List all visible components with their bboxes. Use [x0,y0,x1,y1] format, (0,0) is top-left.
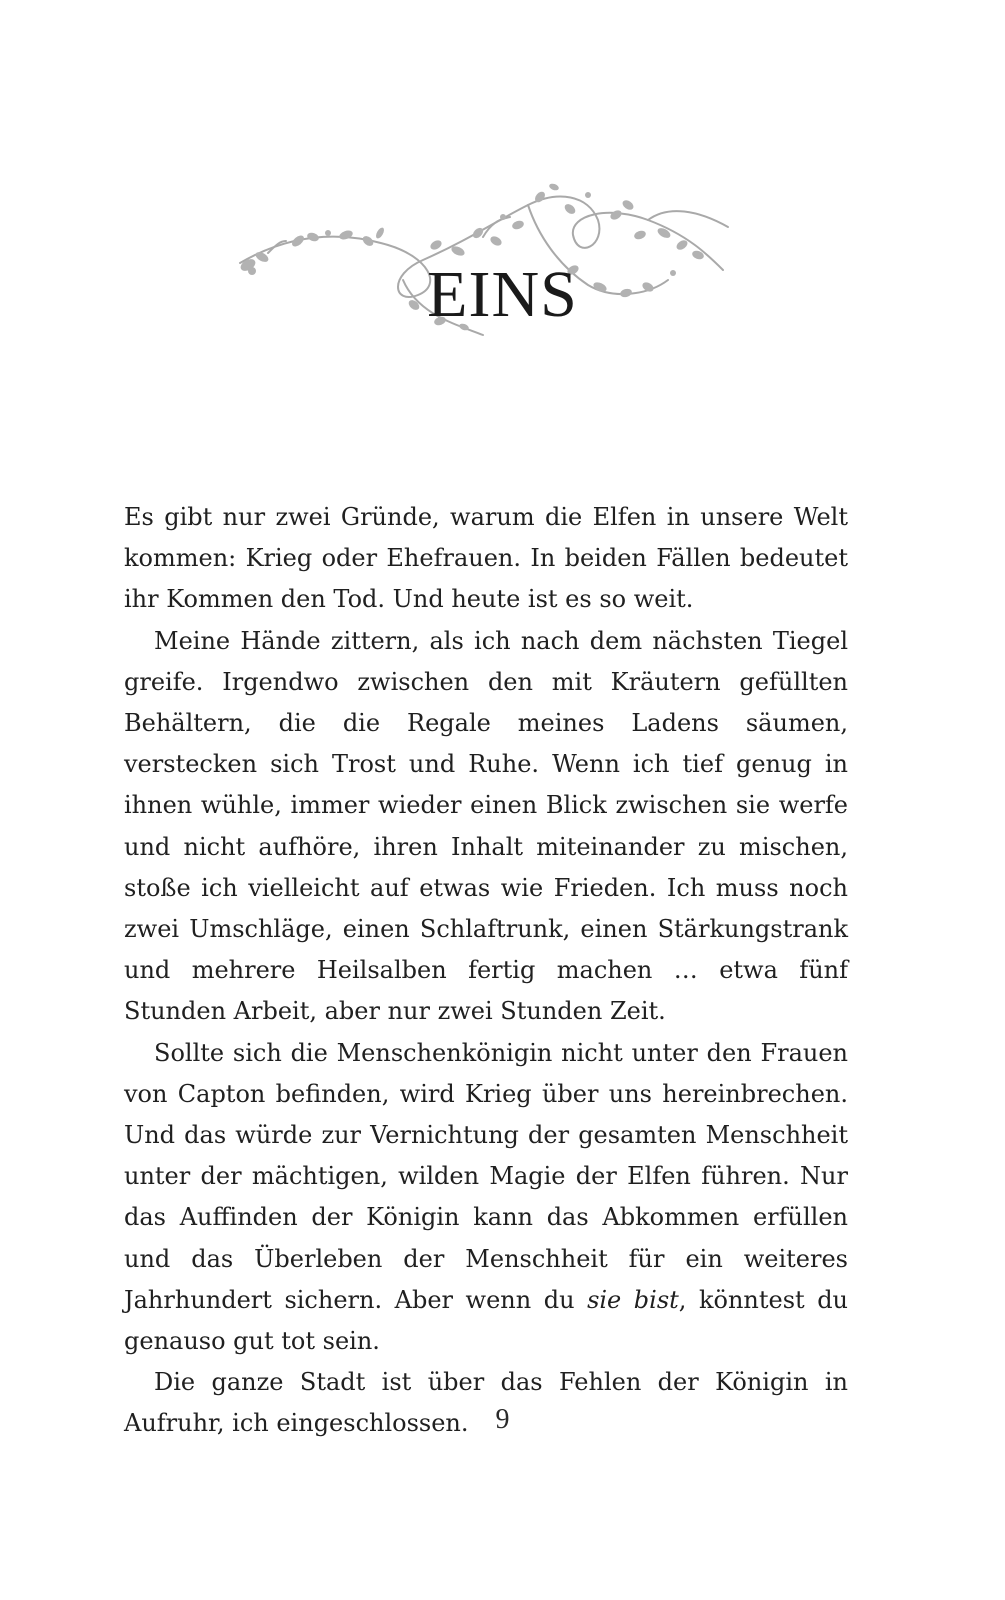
page-number: 9 [495,1404,510,1435]
paragraph-3 [124,1033,848,1363]
paragraph-4: Die ganze Stadt ist über das Fehlen der Königin in Aufruhr, ich eingeschlossen. [124,1368,848,1438]
paragraph-3-emphasis: sie bist [587,1285,679,1314]
paragraph-3-text-before: Sollte sich die Menschenkönigin nicht unter den Frauen von Capton befinden, wird Krieg über uns hereinbrechen. Und das würde zur Vernichtung der gesamten Menschheit unter der mächtigen, wilden Magie der Elfen führen. Nur das Auffinden der Königin kann das Abkommen erfüllen und das Überleben der Menschheit für ein weiteres Jahrhundert sichern. Aber wenn du [124,1038,848,1314]
body-text [124,497,848,1445]
paragraph-3-text-after: , könntest du genauso gut tot sein. [124,1285,849,1356]
paragraph-2: Meine Hände zittern, als ich nach dem nächsten Tiegel greife. Irgendwo zwischen den mit Kräutern gefüllten Behältern, die die Regale meines Ladens säumen, verstecken sich Trost und Ruhe. Wenn ich tief genug in ihnen wühle, immer wieder einen Blick zwischen sie werfe und nicht aufhöre, ihren Inhalt miteinander zu mischen, stoße ich vielleicht auf etwas wie Frieden. Ich muss noch zwei Umschläge, einen Schlaftrunk, einen Stärkungstrank und mehrere Heilsalben fertig machen … etwa fünf Stunden Arbeit, aber nur zwei Stunden Zeit. [124,626,848,1026]
paragraph-1: Es gibt nur zwei Gründe, warum die Elfen in unsere Welt kommen: Krieg oder Ehefrauen. In beiden Fällen bedeutet ihr Kommen den Tod. Und heute ist es so weit. [124,503,848,614]
chapter-title: EINS [427,258,578,331]
